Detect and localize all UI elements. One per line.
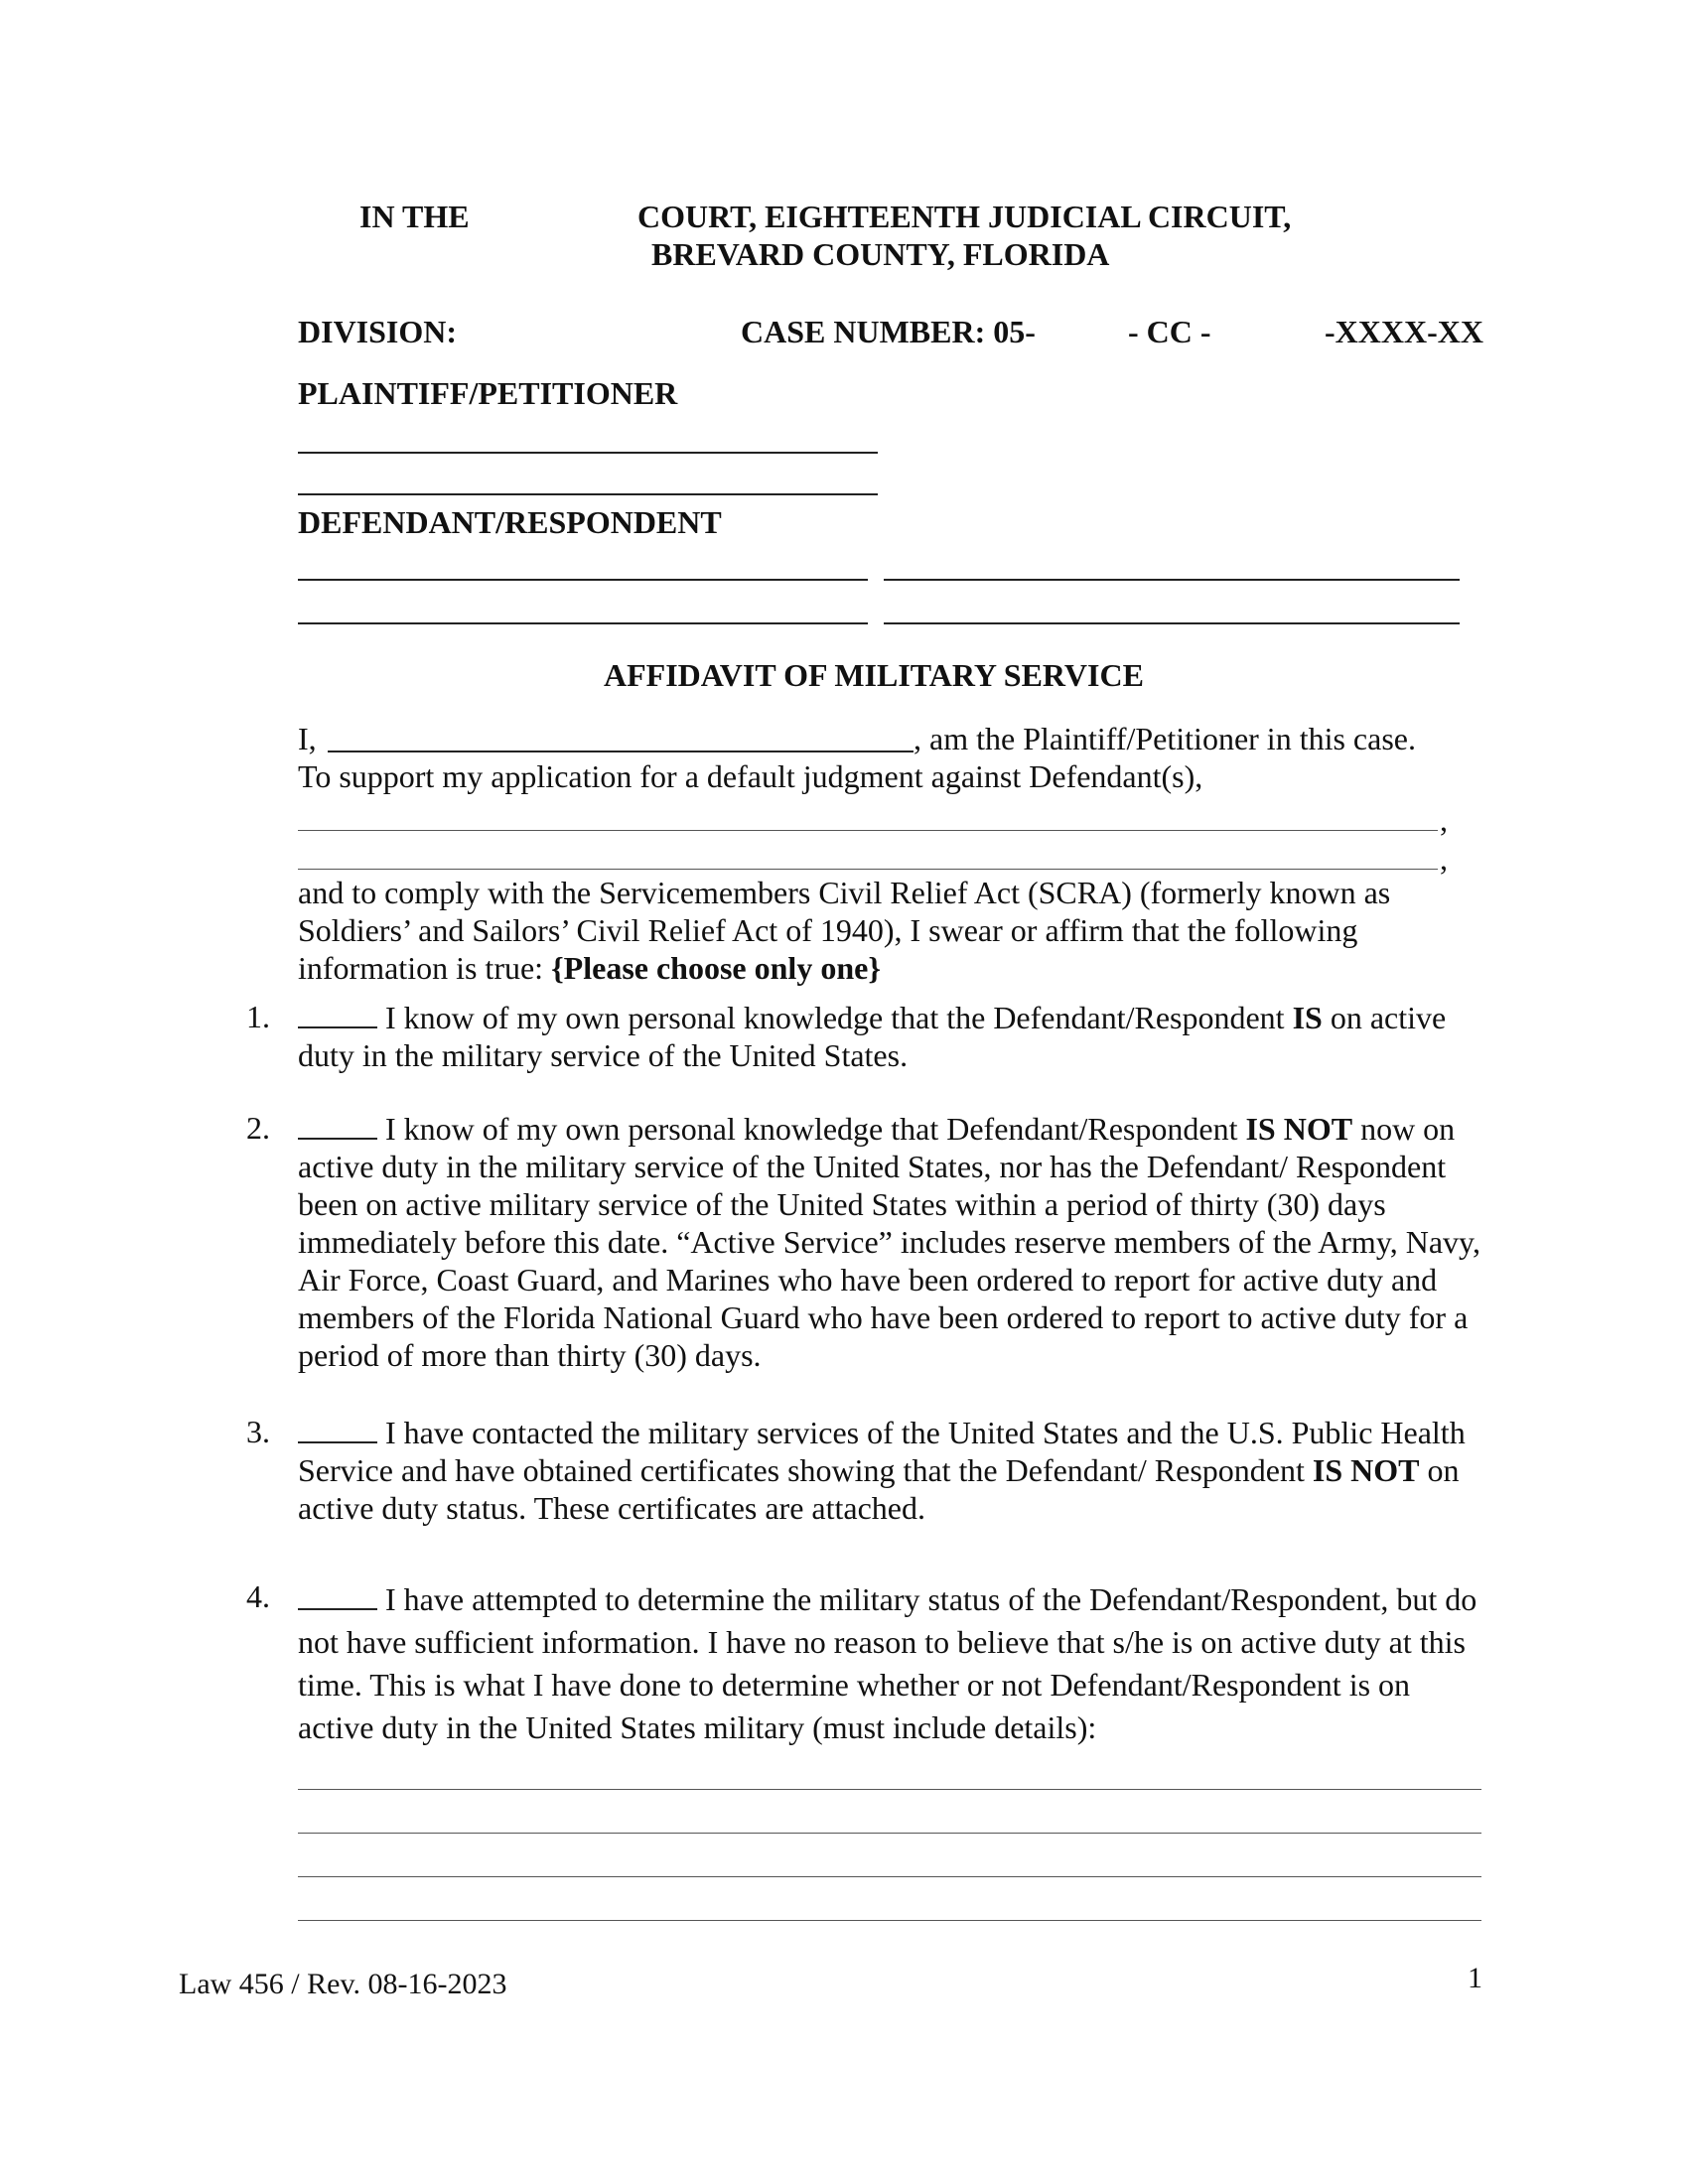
option-2-check-blank[interactable] [298,1112,377,1140]
option-emphasis: IS [1292,1000,1323,1035]
page-number: 1 [1468,1962,1482,1994]
details-line[interactable] [298,1876,1481,1877]
intro-support: To support my application for a default judgment against Defendant(s), [298,758,1203,794]
intro-plaintiff-statement: , am the Plaintiff/Petitioner in this case. [914,721,1416,756]
option-emphasis: IS NOT [1312,1452,1420,1488]
in-the-label: IN THE [359,199,470,234]
affiant-name-line[interactable] [328,751,914,752]
item-number: 3. [246,1414,270,1449]
option-4-check-blank[interactable] [298,1582,377,1610]
option-1 [298,999,1489,1074]
defendant-names-line[interactable] [298,830,1438,831]
defendant-label: DEFENDANT/RESPONDENT [298,504,722,540]
option-text: on active duty status. These certificates are attached. [298,1452,1460,1526]
defendant-name-line[interactable] [884,579,1460,581]
item-number: 4. [246,1578,270,1614]
case-number-label: CASE NUMBER: 05- [741,314,1036,349]
option-text: I know of my own personal knowledge that the Defendant/Respondent [385,1000,1285,1035]
defendant-name-line[interactable] [298,622,868,624]
item-number: 2. [246,1110,270,1146]
document-title: AFFIDAVIT OF MILITARY SERVICE [604,657,1144,693]
option-3 [298,1414,1489,1527]
choose-one-instruction: {Please choose only one} [551,950,881,986]
division-label: DIVISION: [298,314,458,349]
option-text: I know of my own personal knowledge that Defendant/Respondent [385,1111,1238,1147]
details-line[interactable] [298,1920,1481,1921]
comma: , [1440,802,1448,838]
defendant-name-line[interactable] [884,622,1460,624]
plaintiff-name-line[interactable] [298,452,878,454]
case-number-cc: - CC - [1128,314,1211,349]
defendant-names-line[interactable] [298,869,1438,870]
case-number-suffix: -XXXX-XX [1325,314,1483,349]
plaintiff-name-line[interactable] [298,493,878,495]
intro-i: I, [298,721,317,756]
option-text: I have attempted to determine the military status of the Defendant/Respondent, but do not have sufficient information. I have no reason to believe that s/he is on active duty at this time. This is what I have done to determine whether or not Defendant/Respondent is on active duty in the United States military (must include details): [298,1581,1477,1745]
option-emphasis: IS NOT [1245,1111,1353,1147]
intro-comply [298,874,1479,987]
option-text: now on active duty in the military service of the United States, nor has the Defendant/ Respondent been on active military service of the United States within a period of thirty (30) days immediately before this date. “Active Service” includes reserve members of the Army, Navy, Air Force, Coast Guard, and Marines who have been ordered to report for active duty and members of the Florida National Guard who have been ordered to report to active duty for a period of more than thirty (30) days. [298,1111,1480,1373]
option-4 [298,1578,1489,1749]
court-name-line2: BREVARD COUNTY, FLORIDA [651,236,1110,272]
item-number: 1. [246,999,270,1034]
details-line[interactable] [298,1789,1481,1790]
details-line[interactable] [298,1833,1481,1834]
form-id: Law 456 / Rev. 08-16-2023 [179,1968,507,2000]
court-name-line1: COURT, EIGHTEENTH JUDICIAL CIRCUIT, [637,199,1292,234]
option-3-check-blank[interactable] [298,1416,377,1443]
intro-comply-text: and to comply with the Servicemembers Civil Relief Act (SCRA) (formerly known as Soldiers’ and Sailors’ Civil Relief Act of 1940), I swear or affirm that the following information is true: [298,875,1391,986]
plaintiff-label: PLAINTIFF/PETITIONER [298,375,678,411]
option-text: on active duty in the military service of the United States. [298,1000,1447,1073]
defendant-name-line[interactable] [298,579,868,581]
option-2 [298,1110,1489,1374]
comma: , [1440,841,1448,877]
option-text: I have contacted the military services of the United States and the U.S. Public Health Service and have obtained certificates showing that the Defendant/ Respondent [298,1415,1466,1488]
option-1-check-blank[interactable] [298,1001,377,1028]
